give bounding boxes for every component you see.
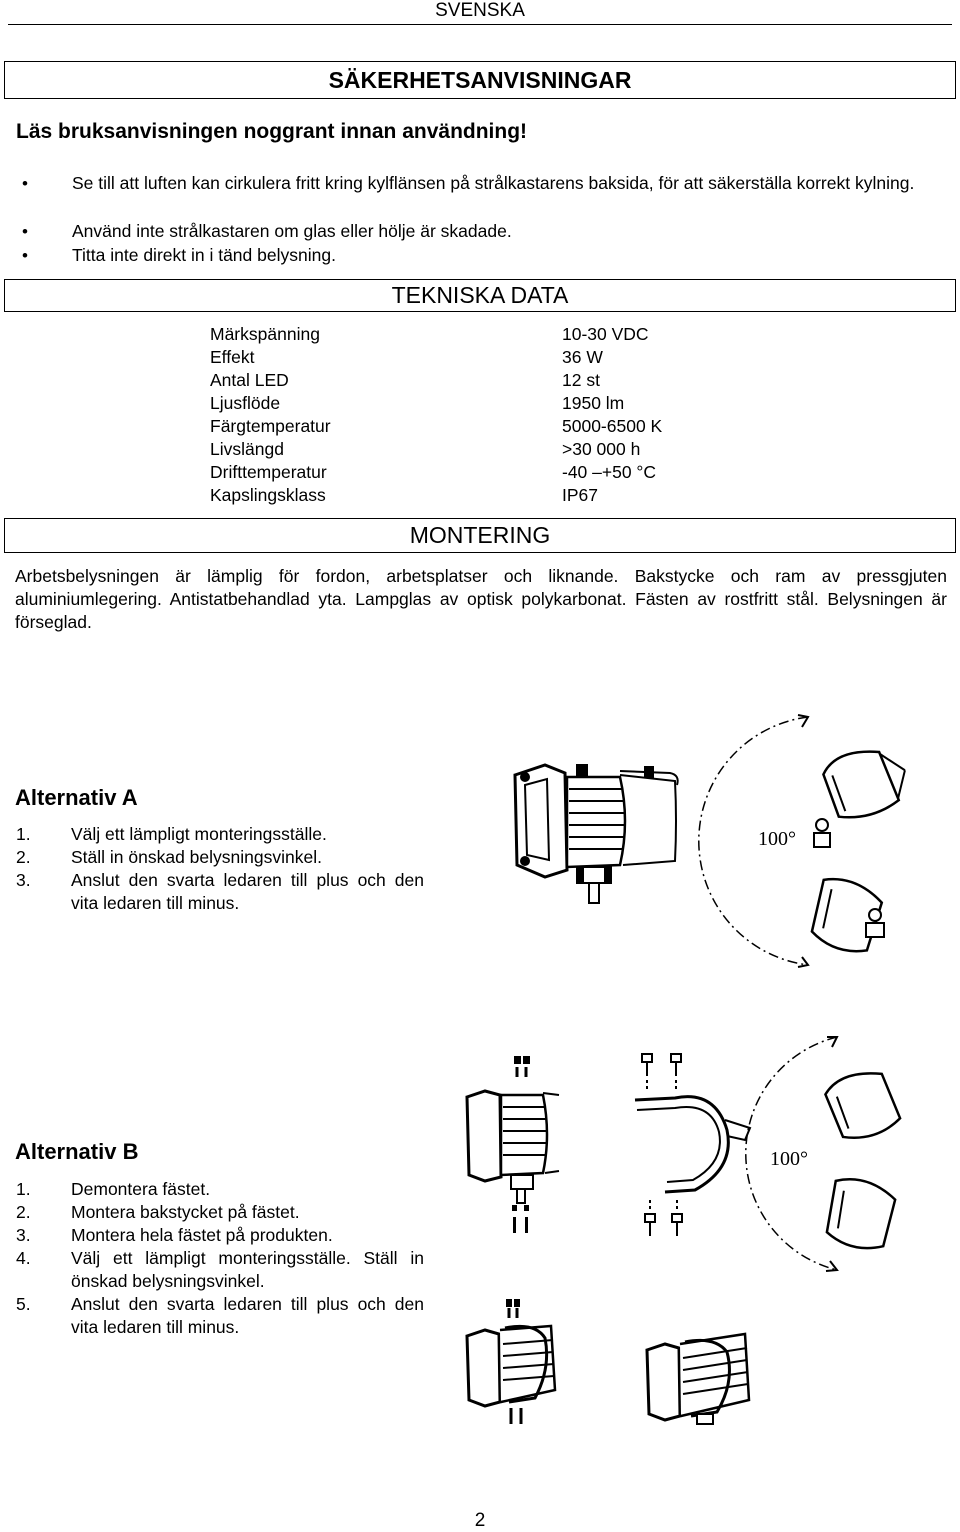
angle-adjustment-diagram [740,715,955,975]
bullet-dot: • [22,222,28,241]
step-text: Montera bakstycket på fästet. [71,1202,300,1222]
angle-adjustment-diagram [762,1035,957,1275]
lamp-assembled-illustration [465,1298,565,1428]
safety-bullet [16,220,950,243]
step-number: 1. [16,1179,31,1199]
header-language: SVENSKA [435,0,525,21]
step-text: Montera hela fästet på produkten. [71,1225,333,1245]
step-text: Välj ett lämpligt monteringsställe. [71,824,327,844]
lamp-assembled-side-illustration [645,1318,755,1428]
bracket-exploded-illustration [615,1050,765,1240]
mounting-heading-text: MONTERING [409,522,551,548]
alternative-b-step [16,1293,424,1339]
alternative-a-step [16,846,424,869]
alternative-b-step [16,1224,424,1247]
safety-bullet-text: Se till att luften kan cirkulera fritt kring kylflänsen på strålkastarens baksida, för att säkerställa korrekt kylning. [72,173,915,193]
step-number: 4. [16,1248,31,1268]
spec-row [210,369,770,392]
step-text: Demontera fästet. [71,1179,211,1199]
angle-label: 100° [770,1148,808,1170]
step-number: 3. [16,1225,31,1245]
spec-label: Färgtemperatur [210,416,331,436]
safety-bullet-text: Använd inte strålkastaren om glas eller hölje är skadade. [72,221,512,241]
mounting-heading [4,518,956,553]
safety-bullet [16,172,950,195]
safety-heading [4,61,956,99]
spec-value: >30 000 h [562,439,641,459]
step-text: Ställ in önskad belysningsvinkel. [71,847,322,867]
step-number: 2. [16,1202,31,1222]
spec-label: Drifttemperatur [210,462,327,482]
spec-value: 1950 lm [562,393,625,413]
alternative-a-title: Alternativ A [15,785,138,810]
spec-row [210,484,770,507]
lamp-bracket-removed-illustration [465,1055,560,1205]
spec-value: 36 W [562,347,603,367]
specs-heading-text: TEKNISKA DATA [391,282,569,308]
spec-row [210,438,770,461]
step-number: 1. [16,824,31,844]
alternative-a-step [16,869,424,915]
spec-row [210,346,770,369]
bullet-dot: • [22,246,28,265]
spec-row [210,392,770,415]
lamp-side-view-illustration [505,755,690,905]
spec-label: Livslängd [210,439,284,459]
spec-label: Ljusflöde [210,393,281,413]
spec-value: 12 st [562,370,600,390]
specs-heading [4,279,956,312]
alternative-b-title: Alternativ B [15,1139,139,1164]
alternative-b-step [16,1178,424,1201]
mounting-description: Arbetsbelysningen är lämplig för fordon, arbetsplatser och liknande. Bakstycke och ram av pressgjuten aluminiumlegering. Antistatbehandlad yta. Lampglas av optisk polykarbonat. Fästen av rostfritt stål. Belysningen är förseglad. [15,566,947,632]
step-text: Anslut den svarta ledaren till plus och den vita ledaren till minus. [71,1294,424,1337]
safety-heading-text: SÄKERHETSANVISNINGAR [328,67,632,93]
angle-label: 100° [758,828,796,850]
step-number: 5. [16,1294,31,1314]
spec-value: 5000-6500 K [562,416,663,436]
spec-value: 10-30 VDC [562,324,649,344]
spec-label: Effekt [210,347,255,367]
step-number: 2. [16,847,31,867]
page-number: 2 [474,1510,486,1531]
step-text: Välj ett lämpligt monteringsställe. Ställ in önskad belysningsvinkel. [71,1248,424,1291]
safety-intro: Läs bruksanvisningen noggrant innan användning! [16,120,528,143]
safety-bullet-text: Titta inte direkt in i tänd belysning. [72,245,336,265]
step-text: Anslut den svarta ledaren till plus och den vita ledaren till minus. [71,870,424,913]
alternative-b-step [16,1201,424,1224]
spec-value: -40 –+50 °C [562,462,657,482]
spec-label: Kapslingsklass [210,485,326,505]
spec-row [210,323,770,346]
screws-icon [510,1205,535,1235]
step-number: 3. [16,870,31,890]
bullet-dot: • [22,174,28,193]
spec-label: Antal LED [210,370,289,390]
spec-row [210,461,770,484]
spec-label: Märkspänning [210,324,320,344]
spec-row [210,415,770,438]
spec-value: IP67 [562,485,598,505]
safety-bullet [16,244,950,267]
header-rule [8,24,952,25]
alternative-a-step [16,823,424,846]
alternative-b-step [16,1247,424,1293]
